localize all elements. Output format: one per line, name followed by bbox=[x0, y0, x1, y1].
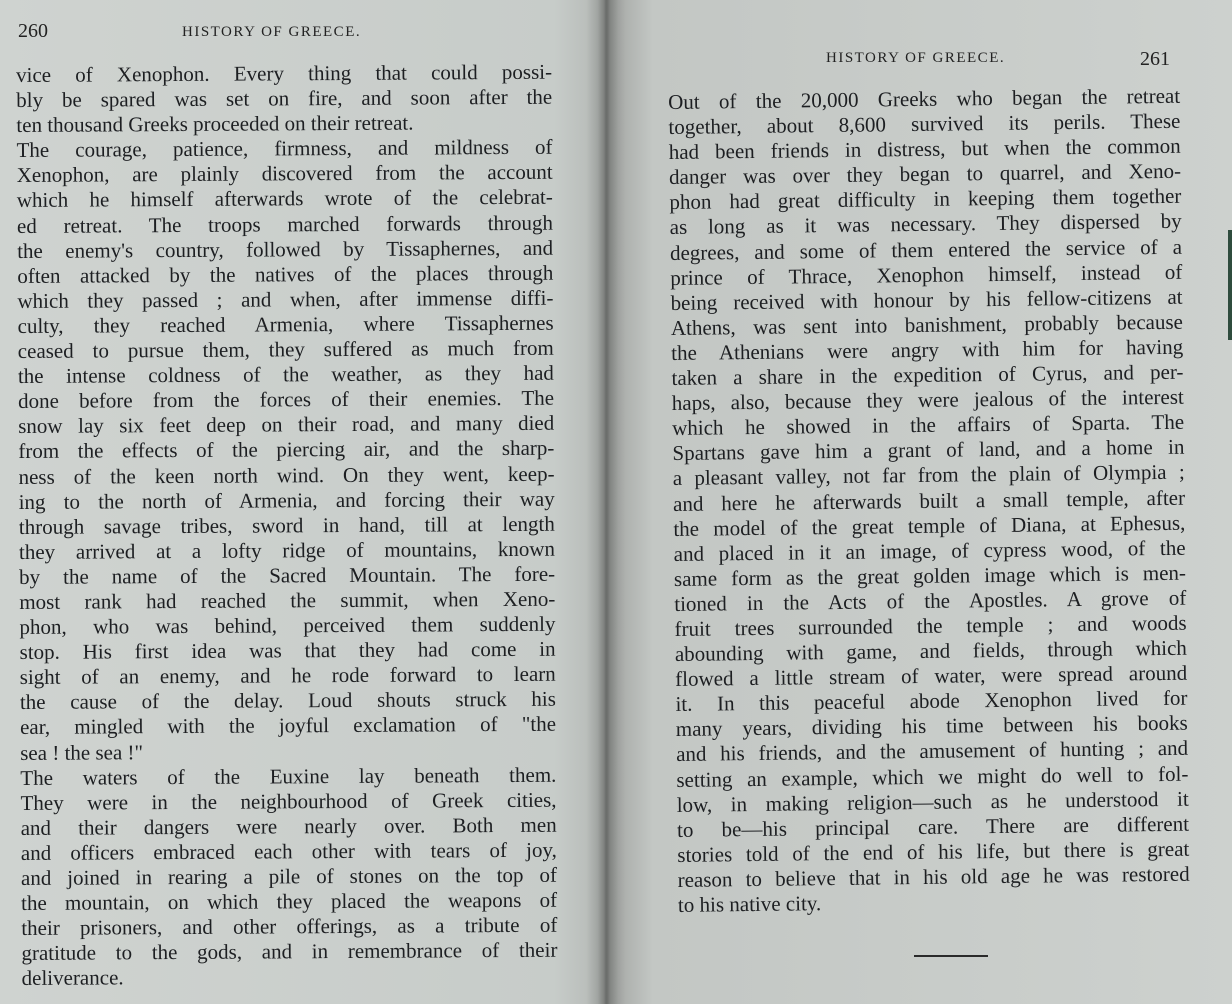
text-line: they arrived at a lofty ridge of mountains, known bbox=[18, 536, 556, 564]
text-line: and placed in it an image, of cypress wood, of the bbox=[673, 535, 1186, 566]
end-rule bbox=[914, 955, 988, 957]
text-line: and their dangers were nearly over. Both men bbox=[20, 812, 557, 840]
text-line: to be—his principal care. There are different bbox=[676, 811, 1190, 842]
text-line: together, about 8,600 survived its perils. These bbox=[668, 108, 1181, 140]
text-line: same form as the great golden image which is men- bbox=[673, 560, 1187, 591]
right-page-text bbox=[668, 84, 1190, 918]
text-line: taken a share in the expedition of Cyrus, and per- bbox=[671, 359, 1184, 391]
text-line: had been friends in distress, but when the common bbox=[668, 133, 1181, 165]
text-line: setting an example, which we might do well to fol- bbox=[676, 761, 1189, 792]
text-line: the enemy's country, followed by Tissaphernes, and bbox=[17, 235, 554, 263]
text-line: ear, mingled with the joyful exclamation of "the bbox=[19, 712, 557, 740]
text-line: sea ! the sea !" bbox=[20, 739, 144, 765]
text-line: The courage, patience, firmness, and mildness of bbox=[16, 135, 553, 163]
text-line: reason to believe that in his old age he was restored bbox=[677, 861, 1190, 892]
text-line: ceased to pursue them, they suffered as much from bbox=[17, 335, 554, 364]
text-line: degrees, and some of them entered the service of a bbox=[669, 234, 1183, 265]
text-line: the Athenians were angry with him for having bbox=[671, 334, 1184, 365]
text-line: and here he afterwards built a small temple, after bbox=[672, 485, 1186, 516]
text-line: and joined in rearing a pile of stones on the top of bbox=[20, 862, 558, 890]
text-line: by the name of the Sacred Mountain. The fore- bbox=[19, 561, 556, 589]
text-line: as long as it was necessary. They dispersed by bbox=[669, 209, 1182, 240]
text-line: which he himself afterwards wrote of the celebrat- bbox=[16, 185, 553, 213]
text-line: the cause of the delay. Loud shouts struck his bbox=[19, 687, 556, 715]
right-page bbox=[606, 0, 1232, 1004]
text-line: haps, also, because they were jealous of the interest bbox=[671, 384, 1184, 416]
text-line: Spartans gave him a grant of land, and a home in bbox=[672, 435, 1185, 466]
text-line: from the effects of the piercing air, and the sharp- bbox=[18, 436, 555, 464]
text-line: the intense coldness of the weather, as they had bbox=[17, 360, 554, 389]
text-line: snow lay six feet deep on their road, and many died bbox=[18, 411, 555, 439]
text-line: phon had great difficulty in keeping them together bbox=[669, 184, 1182, 215]
text-line: flowed a little stream of water, were spread around bbox=[675, 660, 1188, 692]
text-line: Out of the 20,000 Greeks who began the retreat bbox=[668, 83, 1181, 114]
text-line: which he showed in the affairs of Sparta. The bbox=[671, 409, 1185, 441]
text-line: ten thousand Greeks proceeded on their retreat. bbox=[16, 110, 414, 138]
text-line: ness of the keen north wind. On they went, keep- bbox=[18, 461, 555, 489]
text-line: and officers embraced each other with tears of joy, bbox=[20, 837, 557, 865]
right-page-number: 261 bbox=[1140, 48, 1170, 70]
text-line: bly be spared was set on fire, and soon after the bbox=[16, 84, 553, 113]
text-line: the model of the great temple of Diana, at Ephesus, bbox=[673, 510, 1186, 541]
text-line: gratitude to the gods, and in remembrance of their bbox=[21, 937, 558, 966]
text-line: through savage tribes, sword in hand, till at length bbox=[18, 511, 555, 539]
text-line: prince of Thrace, Xenophon himself, instead of bbox=[670, 259, 1183, 290]
right-running-head: HISTORY OF GREECE. bbox=[826, 50, 1006, 66]
text-line: their prisoners, and other offerings, as a tribute of bbox=[21, 912, 558, 941]
text-line: being received with honour by his fellow-citizens at bbox=[670, 284, 1183, 315]
text-line: They were in the neighbourhood of Greek cities, bbox=[20, 787, 557, 815]
text-line: sight of an enemy, and he rode forward to learn bbox=[19, 661, 556, 690]
text-line: abounding with game, and fields, through which bbox=[674, 635, 1187, 667]
text-line: most rank had reached the summit, when Xeno- bbox=[19, 586, 556, 614]
text-line: which they passed ; and when, after immense diffi- bbox=[17, 285, 554, 313]
text-line: deliverance. bbox=[21, 965, 124, 991]
text-line: Athens, was sent into banishment, probably because bbox=[670, 309, 1184, 340]
text-line: tioned in the Acts of the Apostles. A grove of bbox=[674, 585, 1187, 616]
text-line: many years, dividing his time between his books bbox=[675, 711, 1188, 742]
text-line: fruit trees surrounded the temple ; and woods bbox=[674, 610, 1187, 641]
left-running-head: HISTORY OF GREECE. bbox=[182, 24, 362, 40]
left-page bbox=[0, 0, 600, 1004]
text-line: phon, who was behind, perceived them suddenly bbox=[19, 611, 556, 640]
page-edge-mark bbox=[1228, 230, 1232, 340]
text-line: to his native city. bbox=[677, 891, 822, 917]
text-line: a pleasant valley, not far from the plain of Olympia ; bbox=[672, 460, 1185, 491]
text-line: The waters of the Euxine lay beneath them. bbox=[20, 762, 557, 790]
text-line: done before from the forces of their enemies. The bbox=[17, 385, 555, 414]
text-line: ed retreat. The troops marched forwards through bbox=[16, 210, 554, 238]
text-line: culty, they reached Armenia, where Tissaphernes bbox=[17, 310, 554, 338]
left-page-text bbox=[16, 60, 558, 992]
text-line: Xenophon, are plainly discovered from the account bbox=[16, 160, 553, 188]
left-page-number: 260 bbox=[18, 20, 48, 42]
text-line: ing to the north of Armenia, and forcing their way bbox=[18, 486, 555, 514]
text-line: vice of Xenophon. Every thing that could possi- bbox=[16, 59, 553, 87]
text-line: danger was over they began to quarrel, and Xeno- bbox=[668, 159, 1182, 190]
text-line: stop. His first idea was that they had come in bbox=[19, 636, 556, 665]
text-line: low, in making religion—such as he understood it bbox=[676, 786, 1189, 817]
text-line: and his friends, and the amusement of hunting ; and bbox=[675, 736, 1189, 767]
text-line: the mountain, on which they placed the weapons of bbox=[21, 887, 558, 916]
text-line: it. In this peaceful abode Xenophon lived for bbox=[675, 685, 1188, 717]
text-line: often attacked by the natives of the places through bbox=[17, 260, 554, 288]
text-line: stories told of the end of his life, but there is great bbox=[677, 836, 1190, 867]
